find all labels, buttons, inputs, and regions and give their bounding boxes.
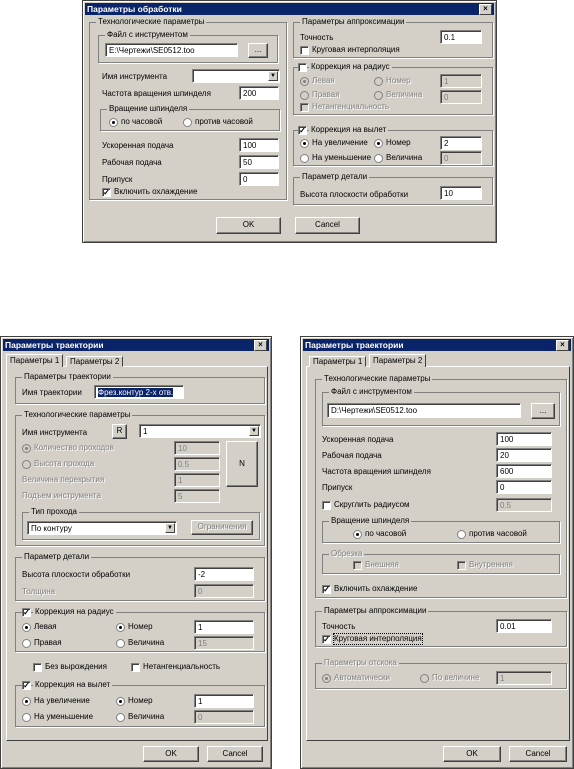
- value-label: Величина: [386, 90, 423, 99]
- spindle-rotation-group: [322, 516, 560, 543]
- value-label: Величина: [386, 153, 423, 162]
- group-title: Обрезка: [331, 549, 363, 558]
- close-icon[interactable]: ×: [254, 340, 267, 351]
- work-feed-label: Рабочая подача: [322, 451, 382, 460]
- trajectory-params-dialog-2: [300, 336, 574, 769]
- height-field[interactable]: -2: [194, 567, 254, 581]
- auto-label: Автоматически: [334, 673, 390, 682]
- allowance-field[interactable]: 0: [239, 172, 279, 186]
- value-radio[interactable]: [116, 639, 125, 648]
- pass-type-group: [22, 507, 260, 540]
- thickness-label: Толщина: [22, 587, 56, 596]
- overrun-correction-group: [293, 125, 493, 166]
- spindle-speed-field[interactable]: 200: [239, 86, 279, 100]
- group-title: Вращение шпинделя: [109, 104, 188, 113]
- left-radio[interactable]: [300, 77, 309, 86]
- right-radio[interactable]: [300, 91, 309, 100]
- retract-params-group: [315, 658, 567, 689]
- allowance-label: Припуск: [322, 483, 353, 492]
- increase-radio[interactable]: [22, 697, 31, 706]
- number-radio[interactable]: [374, 77, 383, 86]
- ok-button[interactable]: OK: [143, 746, 199, 762]
- group-title: Технологические параметры: [324, 374, 431, 383]
- right-radio[interactable]: [22, 639, 31, 648]
- retract-value-field[interactable]: 1: [496, 671, 552, 685]
- approx-params-group: [293, 17, 493, 58]
- decrease-label: На уменьшение: [312, 153, 372, 162]
- value-field[interactable]: 0: [194, 710, 254, 724]
- left-label: Левая: [34, 622, 57, 631]
- dialog-title-bar[interactable]: [85, 3, 494, 15]
- group-title: Коррекция на вылет: [311, 125, 387, 134]
- ok-button[interactable]: OK: [443, 746, 501, 762]
- number-label: Номер: [128, 696, 153, 705]
- value-field[interactable]: 0: [440, 90, 482, 104]
- trajectory-group: [15, 372, 265, 404]
- tool-select[interactable]: 1 ▼: [139, 424, 261, 438]
- thickness-field[interactable]: 0: [194, 584, 254, 598]
- cw-label: по часовой: [365, 529, 407, 538]
- group-title: Коррекция на радиус: [311, 62, 390, 71]
- approx-params-group: [315, 606, 567, 647]
- group-title: Технологические параметры: [98, 17, 205, 26]
- by-value-label: По величине: [432, 673, 480, 682]
- chevron-down-icon[interactable]: ▼: [165, 523, 175, 533]
- right-label: Правая: [34, 638, 62, 647]
- height-field[interactable]: 10: [440, 186, 482, 200]
- tab-params-1[interactable]: Параметры 1: [309, 356, 366, 367]
- number-label: Номер: [128, 622, 153, 631]
- value-label: Величина: [128, 712, 165, 721]
- round-radius-label: Скруглить радиусом: [334, 500, 410, 509]
- pass-type-select[interactable]: По контуру ▼: [27, 521, 177, 535]
- group-title: Вращение шпинделя: [331, 516, 410, 525]
- cooling-checkbox[interactable]: ✓: [323, 585, 330, 594]
- decrease-label: На уменьшение: [34, 712, 94, 721]
- ccw-label: против часовой: [469, 529, 527, 538]
- inner-label: Внутренняя: [469, 560, 513, 569]
- circular-interp-checkbox[interactable]: [300, 46, 309, 55]
- trajectory-name-label: Имя траектории: [22, 388, 82, 397]
- group-title: Параметры отскока: [324, 658, 397, 667]
- number-radio[interactable]: [374, 139, 383, 148]
- group-title: Параметр детали: [302, 172, 368, 181]
- cooling-checkbox[interactable]: ✓: [103, 188, 110, 197]
- height-label: Высота плоскости обработки: [22, 570, 131, 579]
- by-value-radio[interactable]: [420, 674, 429, 683]
- value-field[interactable]: 15: [194, 636, 254, 650]
- no-degeneration-checkbox[interactable]: [33, 663, 42, 672]
- tech-params-group: [89, 17, 287, 200]
- number-field[interactable]: 1: [194, 694, 254, 708]
- tech-params-group: [315, 374, 567, 598]
- group-title: Коррекция на радиус: [35, 607, 114, 616]
- number-label: Номер: [386, 76, 411, 85]
- trajectory-name-field[interactable]: Фрез.контур 2-х отв.: [94, 385, 184, 399]
- passes-field[interactable]: 10: [174, 441, 220, 455]
- nontangential-label: Нетангенциальность: [143, 662, 221, 671]
- group-title: Файл с инструментом: [107, 30, 188, 39]
- no-degeneration-label: Без вырождения: [45, 662, 107, 671]
- value-radio[interactable]: [374, 154, 383, 163]
- browse-button[interactable]: ...: [248, 43, 268, 58]
- trajectory-params-dialog-1: [0, 336, 272, 769]
- tab-params-2[interactable]: Параметры 2: [66, 356, 123, 367]
- rapid-feed-field[interactable]: 100: [239, 138, 279, 152]
- number-radio[interactable]: [116, 697, 125, 706]
- processing-params-dialog: [82, 0, 497, 243]
- tool-file-group: [98, 30, 278, 63]
- cancel-button[interactable]: Cancel: [295, 217, 360, 234]
- spindle-speed-field[interactable]: 600: [496, 464, 552, 478]
- group-title: Параметр детали: [24, 552, 90, 561]
- round-radius-field[interactable]: 0.5: [496, 498, 552, 512]
- ccw-radio[interactable]: [183, 118, 192, 127]
- inner-checkbox[interactable]: [457, 561, 466, 570]
- spindle-rotation-group: [100, 104, 280, 131]
- right-label: Правая: [312, 90, 340, 99]
- precision-label: Точность: [322, 622, 356, 631]
- close-icon[interactable]: ×: [479, 4, 492, 15]
- allowance-field[interactable]: 0: [496, 480, 552, 494]
- ok-button[interactable]: OK: [216, 217, 281, 234]
- overlap-label: Величина перекрытия: [22, 475, 105, 484]
- group-title: Параметры аппроксимации: [324, 606, 427, 615]
- limits-button[interactable]: Ограничения: [191, 520, 253, 535]
- work-feed-label: Рабочая подача: [102, 158, 162, 167]
- left-label: Левая: [312, 76, 335, 85]
- tool-name-select[interactable]: [192, 69, 280, 83]
- group-title: Файл с инструментом: [331, 387, 412, 396]
- left-radio[interactable]: [22, 623, 31, 632]
- cw-label: по часовой: [121, 117, 163, 126]
- close-icon[interactable]: ×: [556, 340, 569, 351]
- auto-radio[interactable]: [322, 674, 331, 683]
- round-radius-checkbox[interactable]: [322, 501, 331, 510]
- number-field[interactable]: 2: [440, 136, 482, 150]
- overrun-correction-group: [15, 680, 265, 727]
- radius-correction-checkbox[interactable]: ✓: [23, 608, 30, 617]
- height-label: Высота плоскости обработки: [300, 190, 409, 199]
- value-label: Величина: [128, 638, 165, 647]
- cw-radio[interactable]: [109, 118, 118, 127]
- nontangential-checkbox[interactable]: [131, 663, 140, 672]
- number-field[interactable]: 1: [440, 74, 482, 88]
- tool-name-label: Имя инструмента: [22, 428, 88, 437]
- number-label: Номер: [386, 138, 411, 147]
- overlap-field[interactable]: 1: [174, 473, 220, 487]
- dialog-title: Параметры траектории: [305, 340, 404, 350]
- increase-label: На увеличение: [312, 138, 368, 147]
- part-params-group: [293, 172, 493, 205]
- outer-label: Внешняя: [365, 560, 399, 569]
- passes-radio[interactable]: [22, 444, 31, 453]
- r-button[interactable]: R: [112, 424, 127, 439]
- value-radio[interactable]: [374, 91, 383, 100]
- spindle-speed-label: Частота вращения шпинделя: [322, 467, 431, 476]
- radius-correction-group: [293, 62, 493, 115]
- tech-params-group: [15, 410, 265, 546]
- tool-name-label: Имя инструмента: [102, 72, 168, 81]
- overrun-checkbox[interactable]: ✓: [299, 126, 306, 135]
- rapid-feed-label: Ускоренная подача: [322, 435, 394, 444]
- lift-field[interactable]: 5: [174, 489, 220, 503]
- tab-params-1[interactable]: Параметры 1: [6, 354, 63, 367]
- tab-params-2[interactable]: Параметры 2: [369, 354, 426, 367]
- group-title: Коррекция на вылет: [35, 680, 111, 689]
- increase-radio[interactable]: [300, 139, 309, 148]
- group-title: Параметры траектории: [24, 372, 111, 381]
- overrun-checkbox[interactable]: ✓: [23, 681, 30, 690]
- browse-button[interactable]: ...: [531, 403, 555, 419]
- rapid-feed-label: Ускоренная подача: [102, 141, 174, 150]
- n-button[interactable]: N: [226, 441, 258, 487]
- tool-file-field[interactable]: D:\Чертежи\SE0512.too: [327, 403, 521, 418]
- increase-label: На увеличение: [34, 696, 90, 705]
- passes-label: Количество проходов: [34, 443, 114, 452]
- circular-interp-label: Круговая интерполяция: [312, 45, 400, 54]
- dialog-title-bar[interactable]: [303, 339, 571, 351]
- step-label: Высота прохода: [34, 459, 95, 468]
- ccw-label: против часовой: [195, 117, 253, 126]
- tool-file-group: [322, 387, 560, 426]
- decrease-radio[interactable]: [22, 713, 31, 722]
- ccw-radio[interactable]: [457, 530, 466, 539]
- cw-radio[interactable]: [353, 530, 362, 539]
- circular-interp-label: Круговая интерполяция: [334, 634, 422, 643]
- cut-group: [322, 549, 560, 574]
- decrease-radio[interactable]: [300, 154, 309, 163]
- precision-field[interactable]: 0.1: [440, 30, 482, 44]
- cancel-button[interactable]: Cancel: [207, 746, 263, 762]
- value-field[interactable]: 0: [440, 151, 482, 165]
- number-field[interactable]: 1: [194, 620, 254, 634]
- tool-file-field[interactable]: E:\Чертежи\SE0512.too: [105, 43, 238, 57]
- precision-label: Точность: [300, 33, 334, 42]
- dialog-title-bar[interactable]: [3, 339, 269, 351]
- spindle-speed-label: Частота вращения шпинделя: [102, 89, 211, 98]
- group-title: Тип прохода: [31, 507, 77, 516]
- radius-correction-checkbox[interactable]: [298, 63, 307, 72]
- rapid-feed-field[interactable]: 100: [496, 432, 552, 446]
- part-params-group: [15, 552, 265, 601]
- dialog-title: Параметры обработки: [87, 4, 182, 14]
- cooling-label: Включить охлаждение: [334, 584, 418, 593]
- group-title: Технологические параметры: [24, 410, 131, 419]
- dialog-title: Параметры траектории: [5, 340, 104, 350]
- circular-interp-checkbox[interactable]: ✓: [323, 635, 330, 644]
- nontangential-checkbox[interactable]: [300, 103, 309, 112]
- precision-field[interactable]: 0.01: [496, 619, 552, 633]
- outer-checkbox[interactable]: [353, 561, 362, 570]
- nontangential-label: Нетангенциальность: [312, 102, 390, 111]
- allowance-label: Припуск: [102, 175, 133, 184]
- cancel-button[interactable]: Cancel: [509, 746, 567, 762]
- work-feed-field[interactable]: 50: [239, 155, 279, 169]
- number-radio[interactable]: [116, 623, 125, 632]
- group-title: Параметры аппроксимации: [302, 17, 405, 26]
- radius-correction-group: [15, 607, 265, 652]
- work-feed-field[interactable]: 20: [496, 448, 552, 462]
- lift-label: Подъем инструмента: [22, 491, 101, 500]
- chevron-down-icon[interactable]: ▼: [268, 71, 278, 81]
- value-radio[interactable]: [116, 713, 125, 722]
- chevron-down-icon[interactable]: ▼: [249, 426, 259, 436]
- step-radio[interactable]: [22, 460, 31, 469]
- step-field[interactable]: 0.5: [174, 457, 220, 471]
- cooling-label: Включить охлаждение: [114, 187, 198, 196]
